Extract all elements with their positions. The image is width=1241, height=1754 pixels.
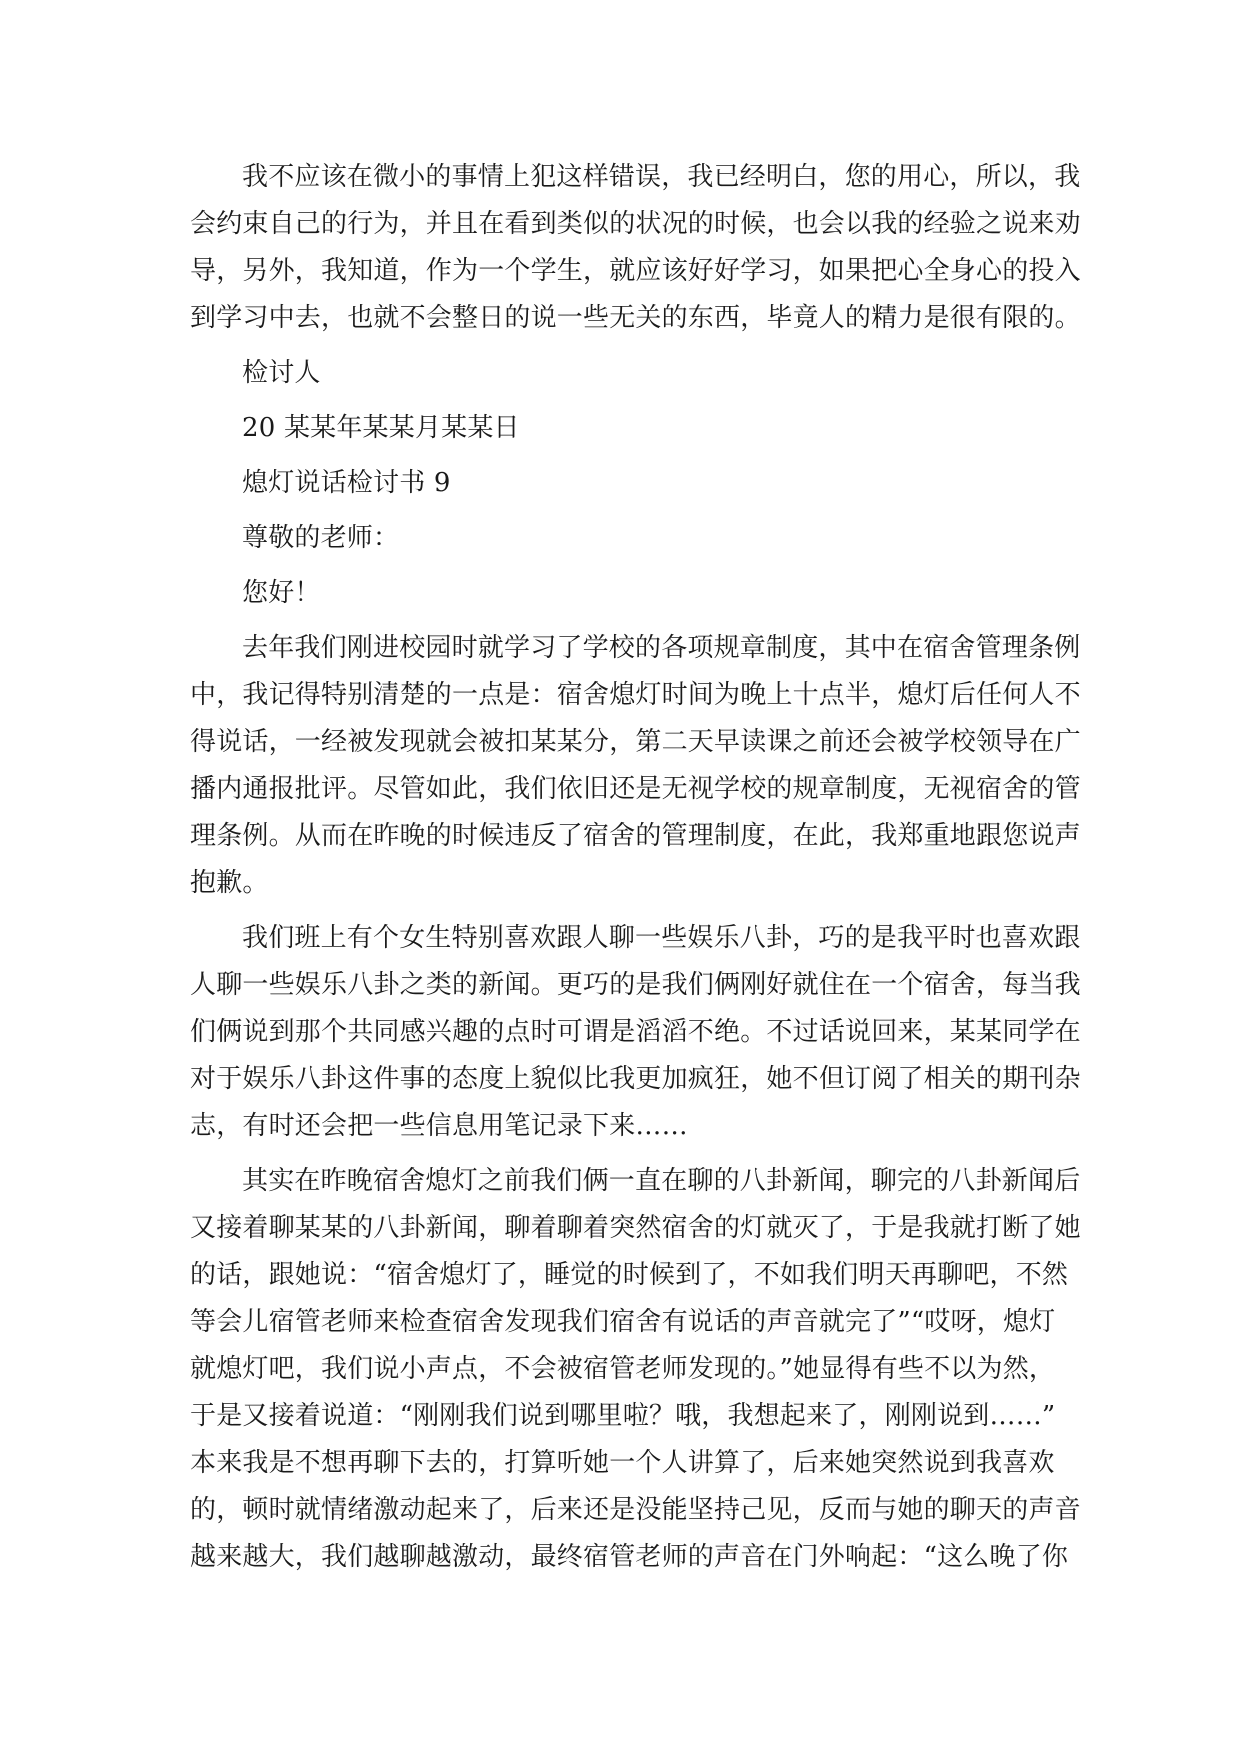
paragraph-line: 对于娱乐八卦这件事的态度上貌似比我更加疯狂，她不但订阅了相关的期刊杂 [190, 1064, 1081, 1094]
paragraph-line: 就熄灯吧，我们说小声点，不会被宿管老师发现的。”她显得有些不以为然， [190, 1354, 1056, 1384]
paragraph-line: 于是又接着说道：“刚刚我们说到哪里啦？哦，我想起来了，刚刚说到……” [190, 1401, 1056, 1431]
paragraph-line: 等会儿宿管老师来检查宿舍发现我们宿舍有说话的声音就完了”“哎呀，熄灯 [190, 1307, 1056, 1337]
paragraph-line: 去年我们刚进校园时就学习了学校的各项规章制度，其中在宿舍管理条例 [242, 633, 1081, 663]
paragraph-line: 人聊一些娱乐八卦之类的新闻。更巧的是我们俩刚好就住在一个宿舍，每当我 [190, 970, 1081, 1000]
paragraph-line: 志，有时还会把一些信息用笔记录下来…… [190, 1111, 688, 1141]
paragraph-line: 们俩说到那个共同感兴趣的点时可谓是滔滔不绝。不过话说回来，某某同学在 [190, 1017, 1081, 1047]
document-body [190, 154, 1081, 1581]
paragraph-line: 又接着聊某某的八卦新闻，聊着聊着突然宿舍的灯就灭了，于是我就打断了她 [190, 1213, 1081, 1243]
paragraph-line: 越来越大，我们越聊越激动，最终宿管老师的声音在门外响起：“这么晚了你 [190, 1542, 1069, 1572]
paragraph-line: 本来我是不想再聊下去的，打算听她一个人讲算了，后来她突然说到我喜欢 [190, 1448, 1055, 1478]
paragraph-line: 我不应该在微小的事情上犯这样错误，我已经明白，您的用心，所以，我 [242, 162, 1081, 192]
paragraph-line: 会约束自己的行为，并且在看到类似的状况的时候，也会以我的经验之说来劝 [190, 209, 1081, 239]
greeting: 您好！ [242, 578, 321, 608]
paragraph-line: 中，我记得特别清楚的一点是：宿舍熄灯时间为晚上十点半，熄灯后任何人不 [190, 680, 1081, 710]
paragraph-line: 理条例。从而在昨晚的时候违反了宿舍的管理制度，在此，我郑重地跟您说声 [190, 821, 1081, 851]
paragraph-line: 抱歉。 [190, 868, 269, 898]
document-title: 熄灯说话检讨书 9 [242, 468, 451, 498]
paragraph-line: 我们班上有个女生特别喜欢跟人聊一些娱乐八卦，巧的是我平时也喜欢跟 [242, 923, 1081, 953]
paragraph-line: 得说话，一经被发现就会被扣某某分，第二天早读课之前还会被学校领导在广 [190, 727, 1081, 757]
paragraph-3 [190, 915, 1081, 1150]
date-line: 20 某某年某某月某某日 [242, 413, 520, 443]
signature-line: 检讨人 [242, 358, 321, 388]
paragraph-line: 导，另外，我知道，作为一个学生，就应该好好学习，如果把心全身心的投入 [190, 256, 1081, 286]
paragraph-4 [190, 1158, 1081, 1581]
paragraph-1 [190, 154, 1081, 342]
paragraph-2 [190, 625, 1081, 907]
paragraph-line: 播内通报批评。尽管如此，我们依旧还是无视学校的规章制度，无视宿舍的管 [190, 774, 1081, 804]
paragraph-line: 其实在昨晚宿舍熄灯之前我们俩一直在聊的八卦新闻，聊完的八卦新闻后 [242, 1166, 1081, 1196]
paragraph-line: 的话，跟她说：“宿舍熄灯了，睡觉的时候到了，不如我们明天再聊吧，不然 [190, 1260, 1069, 1290]
paragraph-line: 的，顿时就情绪激动起来了，后来还是没能坚持己见，反而与她的聊天的声音 [190, 1495, 1081, 1525]
salutation: 尊敬的老师： [242, 523, 400, 553]
paragraph-line: 到学习中去，也就不会整日的说一些无关的东西，毕竟人的精力是很有限的。 [190, 303, 1081, 333]
